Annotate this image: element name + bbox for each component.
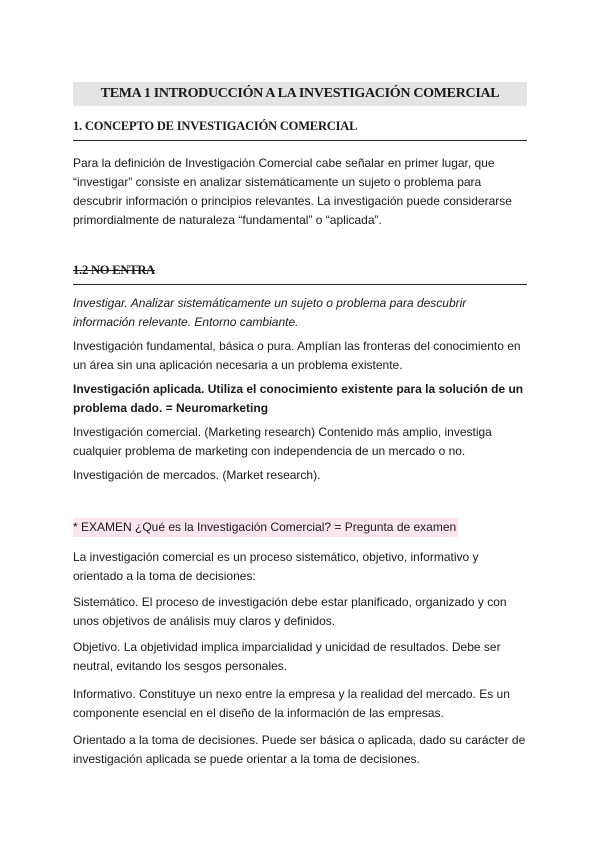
aplicada-definition: Investigación aplicada. Utiliza el conocimiento existente para la solución de un problema dado. = Neuromarketing: [73, 382, 524, 415]
section-1-paragraph: Para la definición de Investigación Comercial cabe señalar en primer lugar, que “investigar” consiste en analizar sistemáticamente un sujeto o problema para descubrir información o principios relevantes. La investigación puede considerarse primordialmente de naturaleza “fundamental” o “aplicada”.: [73, 156, 512, 227]
comercial-definition: Investigación comercial. (Marketing research) Contenido más amplio, investiga cualquier problema de marketing con independencia de un mercado o no.: [73, 425, 492, 458]
exam-question-highlight: * EXAMEN ¿Qué es la Investigación Comercial? = Pregunta de examen: [73, 518, 458, 537]
orientado-definition: Orientado a la toma de decisiones. Puede ser básica o aplicada, dado su carácter de investigación aplicada se puede orientar a la toma de decisiones.: [73, 733, 526, 766]
informativo-definition: Informativo. Constituye un nexo entre la empresa y la realidad del mercado. Es un componente esencial en el diseño de la información de las empresas.: [73, 687, 510, 720]
mercados-definition: Investigación de mercados. (Market research).: [73, 468, 321, 482]
exam-intro: La investigación comercial es un proceso sistemático, objetivo, informativo y orientado a la toma de decisiones:: [73, 550, 479, 583]
section-1-heading: 1. CONCEPTO DE INVESTIGACIÓN COMERCIAL: [73, 119, 527, 141]
investigar-definition: Investigar. Analizar sistemáticamente un sujeto o problema para descubrir información relevante. Entorno cambiante.: [73, 296, 467, 329]
fundamental-definition: Investigación fundamental, básica o pura. Amplían las fronteras del conocimiento en un área sin una aplicación necesaria a un problema existente.: [73, 339, 521, 372]
section-2-heading: 1.2 NO ENTRA: [73, 263, 527, 285]
sistematico-definition: Sistemático. El proceso de investigación debe estar planificado, organizado y con unos objetivos de análisis muy claros y definidos.: [73, 595, 507, 628]
objetivo-definition: Objetivo. La objetividad implica imparcialidad y unicidad de resultados. Debe ser neutral, evitando los sesgos personales.: [73, 640, 501, 673]
document-title: TEMA 1 INTRODUCCIÓN A LA INVESTIGACIÓN COMERCIAL: [73, 82, 527, 106]
